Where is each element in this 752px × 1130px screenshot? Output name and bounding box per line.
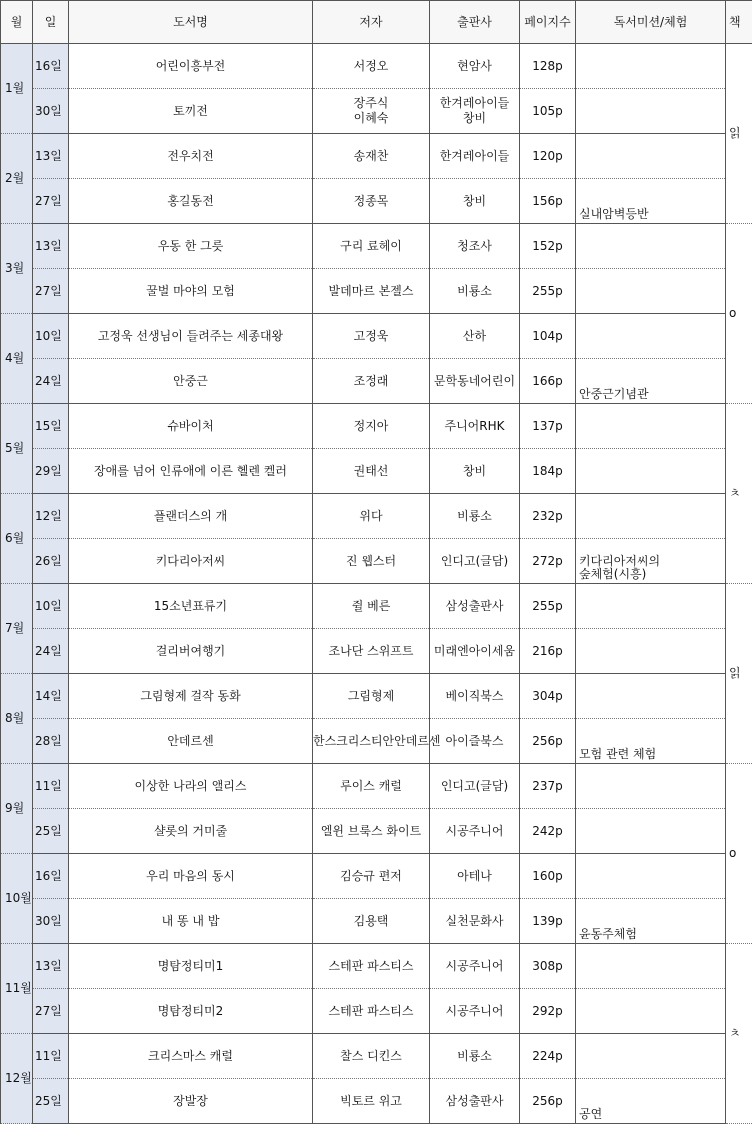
book-title: 안데르센	[69, 719, 313, 764]
pages-cell: 224p	[520, 1034, 576, 1079]
header-mission: 독서미션/체험	[576, 1, 726, 44]
table-row	[1, 224, 752, 269]
header-day: 일	[33, 1, 69, 44]
month-label: 8월	[1, 674, 33, 764]
book-title: 안중근	[69, 359, 313, 404]
pages-cell: 304p	[520, 674, 576, 719]
pages-cell: 292p	[520, 989, 576, 1034]
month-label: 3월	[1, 224, 33, 314]
header-publisher: 출판사	[430, 1, 520, 44]
pages-cell: 237p	[520, 764, 576, 809]
book-title: 그림형제 걸작 동화	[69, 674, 313, 719]
mission-cell	[576, 404, 726, 449]
book-title: 걸리버여행기	[69, 629, 313, 674]
day-cell: 24일	[33, 359, 69, 404]
book-title: 전우치전	[69, 134, 313, 179]
mission-cell	[576, 494, 726, 539]
author-cell: 쥘 베른	[313, 584, 430, 629]
book-title: 어린이흥부전	[69, 44, 313, 89]
extra-cell: o	[726, 224, 752, 404]
extra-cell: o	[726, 764, 752, 944]
publisher-cell: 문학동네어린이	[430, 359, 520, 404]
table-row	[1, 134, 752, 179]
pages-cell: 139p	[520, 899, 576, 944]
author-cell: 조나단 스위프트	[313, 629, 430, 674]
pages-cell: 184p	[520, 449, 576, 494]
mission-cell	[576, 944, 726, 989]
publisher-cell: 시공주니어	[430, 809, 520, 854]
table-row	[1, 989, 752, 1034]
author-cell: 조정래	[313, 359, 430, 404]
table-row	[1, 719, 752, 764]
day-cell: 16일	[33, 44, 69, 89]
publisher-cell: 비룡소	[430, 494, 520, 539]
book-title: 장발장	[69, 1079, 313, 1124]
publisher-cell: 삼성출판사	[430, 1079, 520, 1124]
publisher-cell: 창비	[430, 179, 520, 224]
month-label: 11월	[1, 944, 33, 1034]
month-label: 1월	[1, 44, 33, 134]
mission-cell	[576, 989, 726, 1034]
day-cell: 13일	[33, 944, 69, 989]
extra-cell: ㅊ	[726, 944, 752, 1124]
mission-cell	[576, 629, 726, 674]
book-title: 명탐정티미2	[69, 989, 313, 1034]
publisher-cell: 아이즐북스	[430, 719, 520, 764]
pages-cell: 242p	[520, 809, 576, 854]
mission-cell: 윤동주체험	[576, 899, 726, 944]
table-row	[1, 1034, 752, 1079]
month-label: 4월	[1, 314, 33, 404]
table-row	[1, 494, 752, 539]
book-title: 크리스마스 캐럴	[69, 1034, 313, 1079]
author-cell: 서정오	[313, 44, 430, 89]
publisher-cell: 실천문화사	[430, 899, 520, 944]
book-title: 장애를 넘어 인류애에 이른 헬렌 켈러	[69, 449, 313, 494]
pages-cell: 137p	[520, 404, 576, 449]
mission-cell: 실내암벽등반	[576, 179, 726, 224]
author-cell: 발데마르 본젤스	[313, 269, 430, 314]
day-cell: 30일	[33, 89, 69, 134]
author-cell: 권태선	[313, 449, 430, 494]
table-row	[1, 809, 752, 854]
book-title: 이상한 나라의 앨리스	[69, 764, 313, 809]
author-cell: 장주식 이혜숙	[313, 89, 430, 134]
table-row	[1, 764, 752, 809]
publisher-cell: 시공주니어	[430, 989, 520, 1034]
author-cell: 구리 료헤이	[313, 224, 430, 269]
book-title: 고정욱 선생님이 들려주는 세종대왕	[69, 314, 313, 359]
pages-cell: 256p	[520, 1079, 576, 1124]
mission-cell	[576, 674, 726, 719]
mission-cell: 키다리아저씨의 숲체험(시흥)	[576, 539, 726, 584]
day-cell: 26일	[33, 539, 69, 584]
publisher-cell: 주니어RHK	[430, 404, 520, 449]
table-row	[1, 359, 752, 404]
mission-cell	[576, 764, 726, 809]
author-cell: 송재찬	[313, 134, 430, 179]
day-cell: 27일	[33, 179, 69, 224]
table-row	[1, 539, 752, 584]
pages-cell: 120p	[520, 134, 576, 179]
pages-cell: 128p	[520, 44, 576, 89]
author-cell: 김승규 편저	[313, 854, 430, 899]
table-row	[1, 584, 752, 629]
table-row	[1, 89, 752, 134]
table-row	[1, 944, 752, 989]
author-cell: 빅토르 위고	[313, 1079, 430, 1124]
mission-cell	[576, 449, 726, 494]
extra-cell: ㅊ	[726, 404, 752, 584]
table-row	[1, 899, 752, 944]
publisher-cell: 인디고(글담)	[430, 764, 520, 809]
day-cell: 11일	[33, 764, 69, 809]
day-cell: 11일	[33, 1034, 69, 1079]
author-cell: 진 웹스터	[313, 539, 430, 584]
publisher-cell: 산하	[430, 314, 520, 359]
book-title: 샬롯의 거미줄	[69, 809, 313, 854]
book-title: 명탐정티미1	[69, 944, 313, 989]
mission-cell	[576, 314, 726, 359]
book-title: 토끼전	[69, 89, 313, 134]
day-cell: 30일	[33, 899, 69, 944]
table-row	[1, 674, 752, 719]
mission-cell	[576, 584, 726, 629]
day-cell: 13일	[33, 224, 69, 269]
publisher-cell: 한겨레아이들	[430, 134, 520, 179]
header-month: 월	[1, 1, 33, 44]
extra-cell: 읽	[726, 584, 752, 764]
publisher-cell: 현암사	[430, 44, 520, 89]
book-title: 슈바이처	[69, 404, 313, 449]
header-pages: 페이지수	[520, 1, 576, 44]
month-label: 12월	[1, 1034, 33, 1124]
day-cell: 16일	[33, 854, 69, 899]
book-title: 15소년표류기	[69, 584, 313, 629]
publisher-cell: 삼성출판사	[430, 584, 520, 629]
pages-cell: 104p	[520, 314, 576, 359]
mission-cell	[576, 1034, 726, 1079]
day-cell: 15일	[33, 404, 69, 449]
pages-cell: 156p	[520, 179, 576, 224]
book-title: 우동 한 그릇	[69, 224, 313, 269]
day-cell: 10일	[33, 584, 69, 629]
author-cell: 루이스 캐럴	[313, 764, 430, 809]
author-cell: 한스크리스티안안데르센	[313, 719, 430, 764]
book-title: 키다리아저씨	[69, 539, 313, 584]
month-label: 6월	[1, 494, 33, 584]
author-cell: 찰스 디킨스	[313, 1034, 430, 1079]
mission-cell	[576, 269, 726, 314]
book-title: 홍길동전	[69, 179, 313, 224]
pages-cell: 308p	[520, 944, 576, 989]
publisher-cell: 인디고(글담)	[430, 539, 520, 584]
header-author: 저자	[313, 1, 430, 44]
table-row	[1, 449, 752, 494]
book-title: 꿀벌 마야의 모험	[69, 269, 313, 314]
publisher-cell: 베이직북스	[430, 674, 520, 719]
author-cell: 그림형제	[313, 674, 430, 719]
pages-cell: 255p	[520, 269, 576, 314]
author-cell: 고정욱	[313, 314, 430, 359]
pages-cell: 105p	[520, 89, 576, 134]
pages-cell: 160p	[520, 854, 576, 899]
header-row	[1, 1, 752, 44]
mission-cell: 모험 관련 체험	[576, 719, 726, 764]
day-cell: 27일	[33, 989, 69, 1034]
author-cell: 엘윈 브룩스 화이트	[313, 809, 430, 854]
pages-cell: 216p	[520, 629, 576, 674]
day-cell: 12일	[33, 494, 69, 539]
month-label: 7월	[1, 584, 33, 674]
mission-cell: 안중근기념관	[576, 359, 726, 404]
author-cell: 정종목	[313, 179, 430, 224]
header-title: 도서명	[69, 1, 313, 44]
publisher-cell: 창비	[430, 449, 520, 494]
table-row	[1, 404, 752, 449]
day-cell: 10일	[33, 314, 69, 359]
day-cell: 29일	[33, 449, 69, 494]
table-row	[1, 179, 752, 224]
month-label: 10월	[1, 854, 33, 944]
author-cell: 스테판 파스티스	[313, 989, 430, 1034]
month-label: 2월	[1, 134, 33, 224]
day-cell: 14일	[33, 674, 69, 719]
day-cell: 28일	[33, 719, 69, 764]
publisher-cell: 청조사	[430, 224, 520, 269]
pages-cell: 152p	[520, 224, 576, 269]
pages-cell: 256p	[520, 719, 576, 764]
table-row	[1, 314, 752, 359]
pages-cell: 232p	[520, 494, 576, 539]
table-row	[1, 1079, 752, 1124]
pages-cell: 166p	[520, 359, 576, 404]
mission-cell	[576, 809, 726, 854]
table-body	[1, 44, 752, 1124]
day-cell: 27일	[33, 269, 69, 314]
day-cell: 25일	[33, 809, 69, 854]
table-row	[1, 854, 752, 899]
mission-cell	[576, 134, 726, 179]
pages-cell: 272p	[520, 539, 576, 584]
mission-cell	[576, 89, 726, 134]
publisher-cell: 시공주니어	[430, 944, 520, 989]
day-cell: 25일	[33, 1079, 69, 1124]
publisher-cell: 비룡소	[430, 1034, 520, 1079]
publisher-cell: 한겨레아이들 창비	[430, 89, 520, 134]
author-cell: 위다	[313, 494, 430, 539]
day-cell: 24일	[33, 629, 69, 674]
mission-cell	[576, 44, 726, 89]
publisher-cell: 아테나	[430, 854, 520, 899]
day-cell: 13일	[33, 134, 69, 179]
header-extra: 책	[726, 1, 752, 44]
author-cell: 정지아	[313, 404, 430, 449]
mission-cell: 공연	[576, 1079, 726, 1124]
month-label: 5월	[1, 404, 33, 494]
publisher-cell: 미래엔아이세움	[430, 629, 520, 674]
mission-cell	[576, 224, 726, 269]
table-row	[1, 629, 752, 674]
author-cell: 스테판 파스티스	[313, 944, 430, 989]
month-label: 9월	[1, 764, 33, 854]
publisher-cell: 비룡소	[430, 269, 520, 314]
book-title: 플랜더스의 개	[69, 494, 313, 539]
extra-cell: 읽	[726, 44, 752, 224]
table-row	[1, 44, 752, 89]
book-title: 우리 마음의 동시	[69, 854, 313, 899]
mission-cell	[576, 854, 726, 899]
pages-cell: 255p	[520, 584, 576, 629]
author-cell: 김용택	[313, 899, 430, 944]
table-row	[1, 269, 752, 314]
book-title: 내 똥 내 밥	[69, 899, 313, 944]
